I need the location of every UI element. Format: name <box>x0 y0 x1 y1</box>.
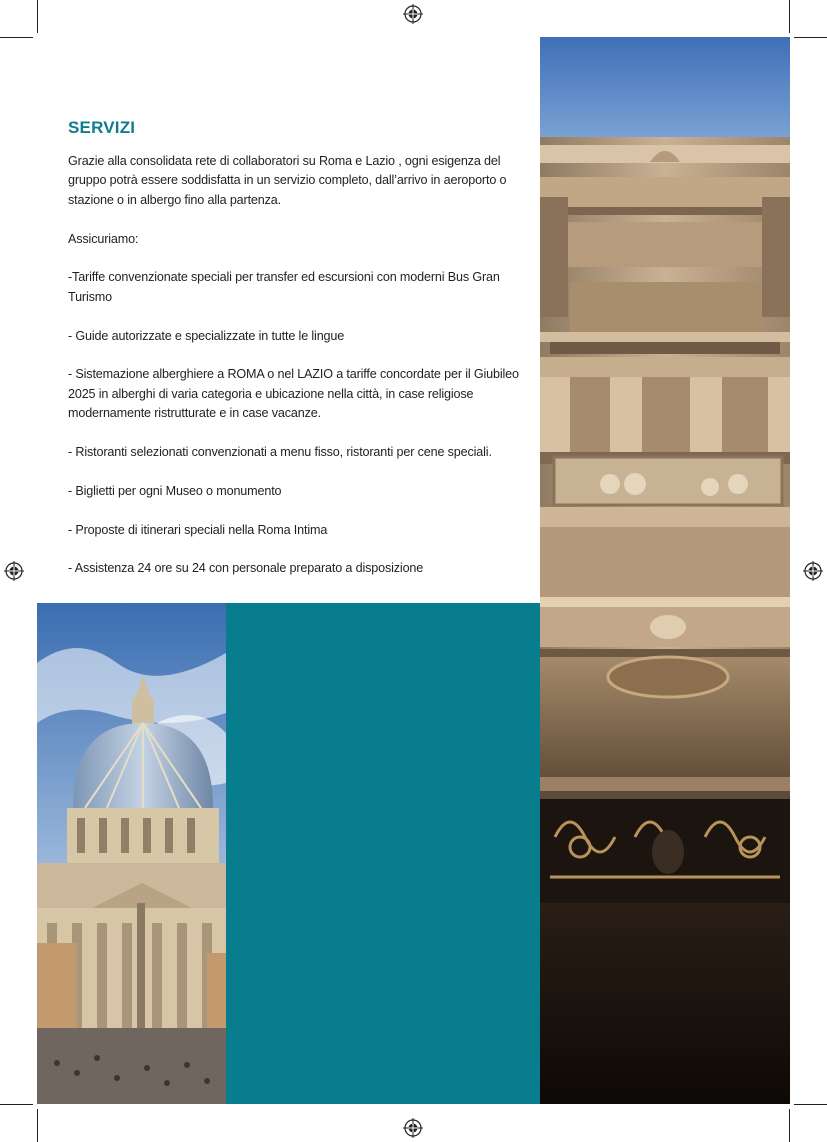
service-item: - Biglietti per ogni Museo o monumento <box>68 483 282 498</box>
crop-mark <box>0 37 33 38</box>
registration-mark-icon <box>803 561 823 581</box>
service-item: -Tariffe convenzionate speciali per transfer ed escursioni con moderni Bus Gran Turismo <box>68 270 500 304</box>
assure-label: Assicuriamo: <box>68 231 139 246</box>
service-item: - Ristoranti selezionati convenzionati a menu fisso, ristoranti per cene speciali. <box>68 445 492 460</box>
crop-mark <box>37 1109 38 1142</box>
service-item: - Proposte di itinerari speciali nella Roma Intima <box>68 522 328 537</box>
section-title: SERVIZI <box>68 118 136 137</box>
crop-mark <box>789 0 790 33</box>
crop-mark <box>789 1109 790 1142</box>
intro-paragraph: Grazie alla consolidata rete di collaboratori su Roma e Lazio , ogni esigenza del gruppo potrà essere soddisfatta in un servizio completo, dall’arrivo in aeroporto o stazione o in albergo fino alla partenza. <box>68 154 507 207</box>
crop-mark <box>0 1104 33 1105</box>
teal-color-block <box>226 603 540 1104</box>
service-item: - Guide autorizzate e specializzate in tutte le lingue <box>68 328 345 343</box>
service-item: - Sistemazione alberghiere a ROMA o nel LAZIO a tariffe concordate per il Giubileo 2025 in alberghi di varia categoria e ubicazione nella città, in case religiose modernamente ristrutturate e in case vacanze. <box>68 367 519 421</box>
facade-photo <box>540 37 790 1104</box>
registration-mark-icon <box>403 1118 423 1138</box>
crop-mark <box>794 37 827 38</box>
basilica-photo <box>37 603 226 1104</box>
crop-mark <box>794 1104 827 1105</box>
registration-mark-icon <box>403 4 423 24</box>
services-section <box>68 117 534 579</box>
service-item: - Assistenza 24 ore su 24 con personale preparato a disposizione <box>68 561 424 576</box>
registration-mark-icon <box>4 561 24 581</box>
crop-mark <box>37 0 38 33</box>
